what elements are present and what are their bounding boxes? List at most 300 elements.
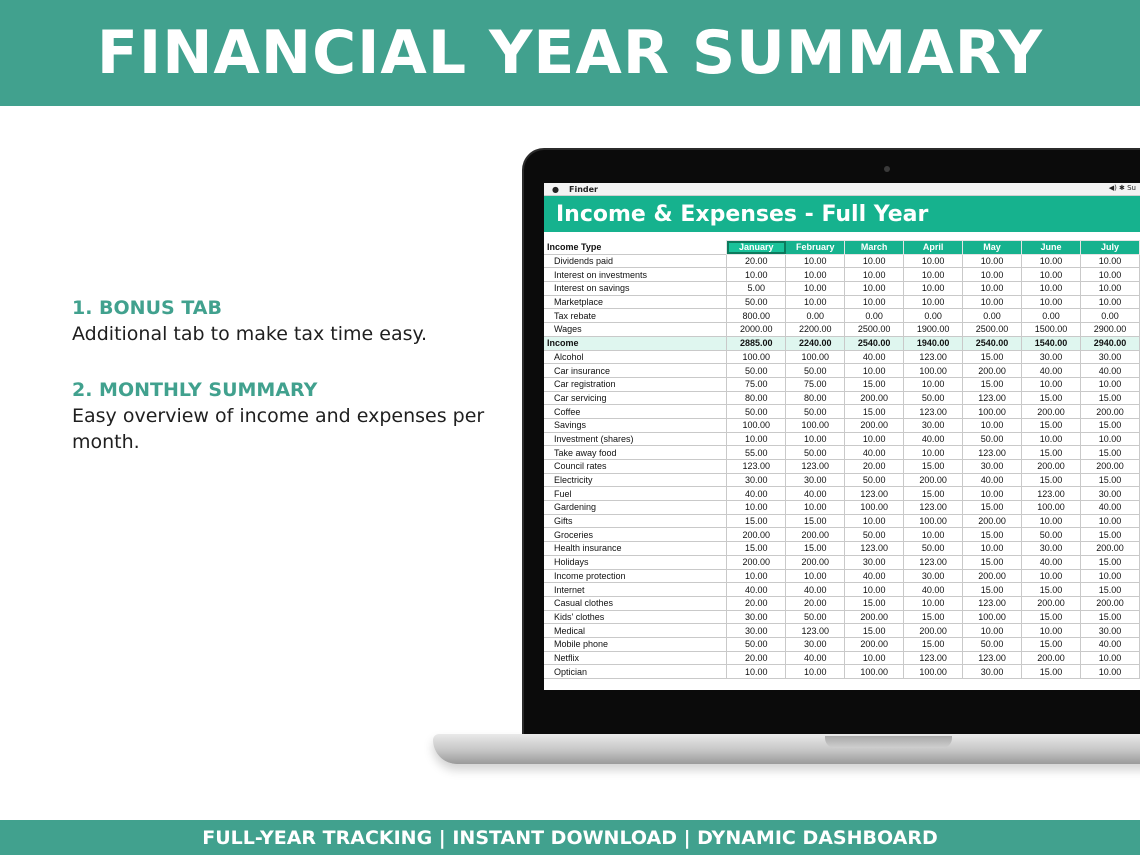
table-cell[interactable]: 200.00 (845, 391, 904, 405)
table-header-row (544, 241, 1140, 255)
table-cell[interactable]: 40.00 (963, 473, 1022, 487)
table-cell[interactable]: 30.00 (963, 665, 1022, 679)
table-row (544, 637, 1140, 651)
row-label[interactable]: Income (544, 336, 727, 350)
table-cell[interactable]: 1900.00 (904, 323, 963, 337)
table-row (544, 610, 1140, 624)
table-cell[interactable]: 50.00 (786, 364, 845, 378)
table-cell[interactable]: 10.00 (904, 282, 963, 296)
table-cell[interactable]: 100.00 (904, 514, 963, 528)
income-expenses-table (544, 240, 1140, 679)
table-cell[interactable]: 30.00 (727, 610, 786, 624)
table-cell[interactable]: 15.00 (1022, 418, 1081, 432)
table-cell[interactable]: 2500.00 (963, 323, 1022, 337)
table-row (544, 405, 1140, 419)
feature-description: Additional tab to make tax time easy. (72, 323, 428, 345)
table-row (544, 460, 1140, 474)
table-cell[interactable]: 50.00 (727, 637, 786, 651)
table-cell[interactable]: 50.00 (904, 542, 963, 556)
table-cell[interactable]: 30.00 (1080, 624, 1139, 638)
table-cell[interactable]: 1500.00 (1022, 323, 1081, 337)
table-cell[interactable]: 10.00 (1022, 268, 1081, 282)
row-label[interactable]: Kids' clothes (544, 610, 727, 624)
feature-title: 2. MONTHLY SUMMARY (72, 379, 318, 401)
table-cell[interactable]: 50.00 (963, 432, 1022, 446)
month-header-april[interactable]: April (904, 241, 963, 255)
table-cell[interactable]: 123.00 (727, 460, 786, 474)
row-label[interactable]: Optician (544, 665, 727, 679)
table-cell[interactable]: 10.00 (1080, 432, 1139, 446)
table-cell[interactable]: 100.00 (845, 501, 904, 515)
table-row (544, 254, 1140, 268)
table-cell[interactable]: 100.00 (786, 418, 845, 432)
table-cell[interactable]: 2540.00 (963, 336, 1022, 350)
table-cell[interactable]: 10.00 (727, 569, 786, 583)
apple-logo-icon[interactable]: ● (552, 184, 559, 194)
table-cell[interactable]: 40.00 (786, 583, 845, 597)
row-label[interactable]: Dividends paid (544, 254, 727, 268)
month-header-june[interactable]: June (1022, 241, 1081, 255)
table-cell[interactable]: 10.00 (963, 418, 1022, 432)
table-cell[interactable]: 10.00 (1080, 514, 1139, 528)
table-cell[interactable]: 30.00 (904, 418, 963, 432)
table-cell[interactable]: 10.00 (1080, 295, 1139, 309)
table-cell[interactable]: 15.00 (1080, 473, 1139, 487)
table-cell[interactable]: 0.00 (963, 309, 1022, 323)
row-label[interactable]: Interest on savings (544, 282, 727, 296)
table-cell[interactable]: 15.00 (1022, 583, 1081, 597)
table-cell[interactable]: 0.00 (1080, 309, 1139, 323)
table-cell[interactable]: 10.00 (845, 432, 904, 446)
table-cell[interactable]: 50.00 (727, 295, 786, 309)
table-cell[interactable]: 10.00 (904, 254, 963, 268)
table-cell[interactable]: 200.00 (845, 637, 904, 651)
table-cell[interactable]: 15.00 (904, 460, 963, 474)
table-cell[interactable]: 15.00 (963, 501, 1022, 515)
table-row (544, 555, 1140, 569)
month-header-march[interactable]: March (845, 241, 904, 255)
page-title: FINANCIAL YEAR SUMMARY (96, 18, 1044, 88)
sheet-title-bar (544, 196, 1140, 232)
table-cell[interactable]: 15.00 (1080, 418, 1139, 432)
table-row (544, 624, 1140, 638)
table-cell[interactable]: 200.00 (845, 418, 904, 432)
table-cell[interactable]: 10.00 (1022, 624, 1081, 638)
table-cell[interactable]: 15.00 (1022, 473, 1081, 487)
table-cell[interactable]: 10.00 (904, 596, 963, 610)
table-cell[interactable]: 10.00 (963, 254, 1022, 268)
feature-item-bonus-tab (72, 295, 492, 347)
table-cell[interactable]: 15.00 (904, 637, 963, 651)
table-cell[interactable]: 50.00 (786, 405, 845, 419)
feature-title: 1. BONUS TAB (72, 297, 222, 319)
table-cell[interactable]: 40.00 (727, 487, 786, 501)
table-cell[interactable]: 2885.00 (727, 336, 786, 350)
table-cell[interactable]: 200.00 (1080, 405, 1139, 419)
table-cell[interactable]: 30.00 (1022, 350, 1081, 364)
row-label[interactable]: Car insurance (544, 364, 727, 378)
row-label[interactable]: Fuel (544, 487, 727, 501)
row-label[interactable]: Internet (544, 583, 727, 597)
table-cell[interactable]: 10.00 (904, 377, 963, 391)
table-cell[interactable]: 10.00 (1022, 282, 1081, 296)
row-label[interactable]: Savings (544, 418, 727, 432)
table-cell[interactable]: 10.00 (1022, 569, 1081, 583)
table-cell[interactable]: 40.00 (904, 432, 963, 446)
table-cell[interactable]: 15.00 (1080, 391, 1139, 405)
table-cell[interactable]: 200.00 (1022, 405, 1081, 419)
table-cell[interactable]: 100.00 (727, 418, 786, 432)
table-cell[interactable]: 100.00 (1022, 501, 1081, 515)
table-row (544, 377, 1140, 391)
table-cell[interactable]: 50.00 (904, 391, 963, 405)
table-cell[interactable]: 2500.00 (845, 323, 904, 337)
row-label[interactable]: Mobile phone (544, 637, 727, 651)
table-cell[interactable]: 123.00 (845, 487, 904, 501)
table-cell[interactable]: 40.00 (786, 487, 845, 501)
table-cell[interactable]: 123.00 (904, 350, 963, 364)
table-cell[interactable]: 200.00 (1080, 460, 1139, 474)
table-cell[interactable]: 40.00 (1080, 364, 1139, 378)
table-cell[interactable]: 15.00 (786, 514, 845, 528)
table-cell[interactable]: 200.00 (1022, 596, 1081, 610)
table-cell[interactable]: 15.00 (727, 514, 786, 528)
table-cell[interactable]: 10.00 (727, 665, 786, 679)
table-cell[interactable]: 30.00 (963, 460, 1022, 474)
table-cell[interactable]: 200.00 (963, 364, 1022, 378)
table-cell[interactable]: 200.00 (786, 555, 845, 569)
table-row (544, 514, 1140, 528)
table-cell[interactable]: 10.00 (786, 501, 845, 515)
row-label[interactable]: Car registration (544, 377, 727, 391)
table-cell[interactable]: 10.00 (1080, 651, 1139, 665)
row-label[interactable]: Gifts (544, 514, 727, 528)
table-row (544, 528, 1140, 542)
table-cell[interactable]: 15.00 (963, 377, 1022, 391)
table-cell[interactable]: 10.00 (845, 254, 904, 268)
table-cell[interactable]: 20.00 (727, 254, 786, 268)
table-cell[interactable]: 20.00 (845, 460, 904, 474)
table-cell[interactable]: 123.00 (786, 460, 845, 474)
table-row (544, 350, 1140, 364)
table-row (544, 446, 1140, 460)
row-label[interactable]: Holidays (544, 555, 727, 569)
table-cell[interactable]: 30.00 (1080, 487, 1139, 501)
table-cell[interactable]: 10.00 (963, 282, 1022, 296)
table-cell[interactable]: 20.00 (727, 651, 786, 665)
table-cell[interactable]: 200.00 (1022, 460, 1081, 474)
table-cell[interactable]: 0.00 (1022, 309, 1081, 323)
month-header-may[interactable]: May (963, 241, 1022, 255)
table-cell[interactable]: 10.00 (1080, 665, 1139, 679)
table-cell[interactable]: 40.00 (904, 583, 963, 597)
table-cell[interactable]: 10.00 (845, 514, 904, 528)
table-cell[interactable]: 200.00 (1022, 651, 1081, 665)
table-cell[interactable]: 10.00 (727, 501, 786, 515)
table-row (544, 569, 1140, 583)
table-cell[interactable]: 10.00 (963, 268, 1022, 282)
table-cell[interactable]: 10.00 (786, 295, 845, 309)
row-label[interactable]: Income protection (544, 569, 727, 583)
feature-list (72, 295, 492, 485)
table-cell[interactable]: 2000.00 (727, 323, 786, 337)
table-cell[interactable]: 15.00 (1022, 391, 1081, 405)
table-cell[interactable]: 123.00 (963, 391, 1022, 405)
table-cell[interactable]: 40.00 (1080, 637, 1139, 651)
income-type-header[interactable]: Income Type (544, 241, 727, 255)
row-label[interactable]: Investment (shares) (544, 432, 727, 446)
table-cell[interactable]: 15.00 (963, 555, 1022, 569)
table-cell[interactable]: 10.00 (786, 254, 845, 268)
table-cell[interactable]: 55.00 (727, 446, 786, 460)
table-cell[interactable]: 0.00 (786, 309, 845, 323)
table-cell[interactable]: 5.00 (727, 282, 786, 296)
table-cell[interactable]: 30.00 (727, 473, 786, 487)
table-body (544, 254, 1140, 678)
table-cell[interactable]: 2900.00 (1080, 323, 1139, 337)
table-cell[interactable]: 15.00 (1080, 555, 1139, 569)
table-cell[interactable]: 15.00 (845, 596, 904, 610)
row-label[interactable]: Take away food (544, 446, 727, 460)
table-cell[interactable]: 10.00 (904, 528, 963, 542)
table-cell[interactable]: 200.00 (963, 569, 1022, 583)
table-cell[interactable]: 50.00 (1022, 528, 1081, 542)
table-cell[interactable]: 10.00 (786, 569, 845, 583)
table-cell[interactable]: 15.00 (904, 487, 963, 501)
table-row (544, 432, 1140, 446)
table-cell[interactable]: 10.00 (786, 665, 845, 679)
month-header-february[interactable]: February (786, 241, 845, 255)
table-cell[interactable]: 30.00 (786, 473, 845, 487)
table-row (544, 501, 1140, 515)
menubar-status-icons[interactable]: ◀) ✱ Su (1108, 184, 1136, 192)
table-cell[interactable]: 15.00 (845, 624, 904, 638)
table-cell[interactable]: 30.00 (727, 624, 786, 638)
table-cell[interactable]: 50.00 (963, 637, 1022, 651)
table-cell[interactable]: 10.00 (845, 295, 904, 309)
row-label[interactable]: Marketplace (544, 295, 727, 309)
table-cell[interactable]: 40.00 (845, 350, 904, 364)
table-cell[interactable]: 123.00 (845, 542, 904, 556)
table-cell[interactable]: 2940.00 (1080, 336, 1139, 350)
table-cell[interactable]: 200.00 (904, 624, 963, 638)
row-label[interactable]: Casual clothes (544, 596, 727, 610)
table-cell[interactable]: 10.00 (1080, 254, 1139, 268)
mac-menubar (544, 183, 1140, 196)
table-cell[interactable]: 40.00 (1022, 364, 1081, 378)
table-cell[interactable]: 20.00 (786, 596, 845, 610)
row-label[interactable]: Gardening (544, 501, 727, 515)
table-cell[interactable]: 100.00 (845, 665, 904, 679)
table-cell[interactable]: 40.00 (845, 569, 904, 583)
table-cell[interactable]: 200.00 (1080, 542, 1139, 556)
table-cell[interactable]: 40.00 (845, 446, 904, 460)
table-cell[interactable]: 1540.00 (1022, 336, 1081, 350)
table-cell[interactable]: 10.00 (963, 624, 1022, 638)
table-cell[interactable]: 100.00 (963, 405, 1022, 419)
table-cell[interactable]: 15.00 (963, 528, 1022, 542)
table-cell[interactable]: 50.00 (727, 405, 786, 419)
table-row (544, 651, 1140, 665)
table-cell[interactable]: 50.00 (845, 473, 904, 487)
table-cell[interactable]: 123.00 (904, 555, 963, 569)
table-cell[interactable]: 123.00 (963, 446, 1022, 460)
table-cell[interactable]: 10.00 (1080, 569, 1139, 583)
table-cell[interactable]: 15.00 (1080, 583, 1139, 597)
table-cell[interactable]: 10.00 (1022, 377, 1081, 391)
table-cell[interactable]: 10.00 (904, 446, 963, 460)
table-cell[interactable]: 40.00 (1022, 555, 1081, 569)
table-cell[interactable]: 75.00 (727, 377, 786, 391)
table-cell[interactable]: 40.00 (1080, 501, 1139, 515)
table-cell[interactable]: 10.00 (1022, 432, 1081, 446)
table-cell[interactable]: 30.00 (1022, 542, 1081, 556)
table-cell[interactable]: 10.00 (1080, 377, 1139, 391)
table-cell[interactable]: 123.00 (963, 596, 1022, 610)
table-cell[interactable]: 10.00 (963, 295, 1022, 309)
table-row (544, 282, 1140, 296)
table-cell[interactable]: 10.00 (1022, 254, 1081, 268)
month-header-january[interactable]: January (727, 241, 786, 255)
table-cell[interactable]: 15.00 (904, 610, 963, 624)
table-cell[interactable]: 123.00 (904, 405, 963, 419)
table-cell[interactable]: 2200.00 (786, 323, 845, 337)
laptop-notch (825, 736, 952, 748)
table-cell[interactable]: 10.00 (727, 268, 786, 282)
table-cell[interactable]: 123.00 (1022, 487, 1081, 501)
table-cell[interactable]: 200.00 (727, 528, 786, 542)
table-cell[interactable]: 200.00 (786, 528, 845, 542)
table-cell[interactable]: 75.00 (786, 377, 845, 391)
row-label[interactable]: Car servicing (544, 391, 727, 405)
row-label[interactable]: Tax rebate (544, 309, 727, 323)
table-cell[interactable]: 40.00 (727, 583, 786, 597)
table-cell[interactable]: 100.00 (904, 665, 963, 679)
table-cell[interactable]: 10.00 (1080, 268, 1139, 282)
table-cell[interactable]: 30.00 (904, 569, 963, 583)
table-cell[interactable]: 15.00 (963, 350, 1022, 364)
row-label[interactable]: Health insurance (544, 542, 727, 556)
table-cell[interactable]: 50.00 (786, 610, 845, 624)
table-cell[interactable]: 200.00 (1080, 596, 1139, 610)
row-label[interactable]: Council rates (544, 460, 727, 474)
top-banner (0, 0, 1140, 106)
laptop-screen (544, 183, 1140, 690)
table-cell[interactable]: 50.00 (727, 364, 786, 378)
table-cell[interactable]: 100.00 (963, 610, 1022, 624)
table-cell[interactable]: 15.00 (1080, 610, 1139, 624)
table-row (544, 596, 1140, 610)
table-cell[interactable]: 80.00 (727, 391, 786, 405)
table-cell[interactable]: 10.00 (1022, 295, 1081, 309)
table-cell[interactable]: 10.00 (786, 268, 845, 282)
table-cell[interactable]: 10.00 (786, 282, 845, 296)
table-row (544, 391, 1140, 405)
table-cell[interactable]: 15.00 (1022, 610, 1081, 624)
feature-item-monthly-summary (72, 377, 492, 455)
table-cell[interactable]: 80.00 (786, 391, 845, 405)
row-label[interactable]: Interest on investments (544, 268, 727, 282)
row-label[interactable]: Groceries (544, 528, 727, 542)
table-row (544, 295, 1140, 309)
table-cell[interactable]: 100.00 (786, 350, 845, 364)
table-cell[interactable]: 15.00 (1022, 665, 1081, 679)
month-header-july[interactable]: July (1080, 241, 1139, 255)
table-cell[interactable]: 1940.00 (904, 336, 963, 350)
table-cell[interactable]: 15.00 (1022, 446, 1081, 460)
table-cell[interactable]: 50.00 (786, 446, 845, 460)
table-cell[interactable]: 10.00 (1080, 282, 1139, 296)
table-cell[interactable]: 10.00 (963, 542, 1022, 556)
table-cell[interactable]: 10.00 (845, 364, 904, 378)
row-label[interactable]: Netflix (544, 651, 727, 665)
laptop-base (433, 734, 1140, 764)
table-cell[interactable]: 2540.00 (845, 336, 904, 350)
row-label[interactable]: Coffee (544, 405, 727, 419)
table-cell[interactable]: 15.00 (845, 377, 904, 391)
table-cell[interactable]: 10.00 (727, 432, 786, 446)
table-cell[interactable]: 10.00 (845, 651, 904, 665)
row-label[interactable]: Electricity (544, 473, 727, 487)
table-cell[interactable]: 10.00 (1022, 514, 1081, 528)
table-cell[interactable]: 10.00 (904, 268, 963, 282)
table-cell[interactable]: 0.00 (904, 309, 963, 323)
table-cell[interactable]: 15.00 (845, 405, 904, 419)
table-cell[interactable]: 30.00 (1080, 350, 1139, 364)
table-cell[interactable]: 40.00 (786, 651, 845, 665)
table-cell[interactable]: 10.00 (904, 295, 963, 309)
table-cell[interactable]: 30.00 (786, 637, 845, 651)
table-cell[interactable]: 123.00 (904, 651, 963, 665)
table-cell[interactable]: 100.00 (904, 364, 963, 378)
table-cell[interactable]: 15.00 (727, 542, 786, 556)
table-cell[interactable]: 15.00 (786, 542, 845, 556)
table-cell[interactable]: 123.00 (786, 624, 845, 638)
table-cell[interactable]: 15.00 (1022, 637, 1081, 651)
table-cell[interactable]: 0.00 (845, 309, 904, 323)
table-cell[interactable]: 10.00 (845, 583, 904, 597)
table-cell[interactable]: 2240.00 (786, 336, 845, 350)
row-label[interactable]: Medical (544, 624, 727, 638)
laptop-bezel (524, 690, 1140, 720)
table-cell[interactable]: 15.00 (1080, 528, 1139, 542)
table-cell[interactable]: 200.00 (845, 610, 904, 624)
table-cell[interactable]: 200.00 (904, 473, 963, 487)
table-cell[interactable]: 200.00 (727, 555, 786, 569)
table-cell[interactable]: 15.00 (1080, 446, 1139, 460)
table-row (544, 309, 1140, 323)
table-cell[interactable]: 10.00 (845, 268, 904, 282)
table-cell[interactable]: 123.00 (904, 501, 963, 515)
table-cell[interactable]: 10.00 (786, 432, 845, 446)
table-cell[interactable]: 200.00 (963, 514, 1022, 528)
table-cell[interactable]: 50.00 (845, 528, 904, 542)
menubar-app-name[interactable]: Finder (568, 184, 598, 194)
table-row (544, 364, 1140, 378)
table-cell[interactable]: 15.00 (963, 583, 1022, 597)
table-cell[interactable]: 123.00 (963, 651, 1022, 665)
row-label[interactable]: Alcohol (544, 350, 727, 364)
table-cell[interactable]: 10.00 (845, 282, 904, 296)
table-cell[interactable]: 800.00 (727, 309, 786, 323)
table-cell[interactable]: 10.00 (963, 487, 1022, 501)
table-cell[interactable]: 30.00 (845, 555, 904, 569)
row-label[interactable]: Wages (544, 323, 727, 337)
table-cell[interactable]: 100.00 (727, 350, 786, 364)
table-row (544, 487, 1140, 501)
table-cell[interactable]: 20.00 (727, 596, 786, 610)
footer-tagline: FULL-YEAR TRACKING | INSTANT DOWNLOAD | DYNAMIC DASHBOARD (202, 826, 938, 849)
